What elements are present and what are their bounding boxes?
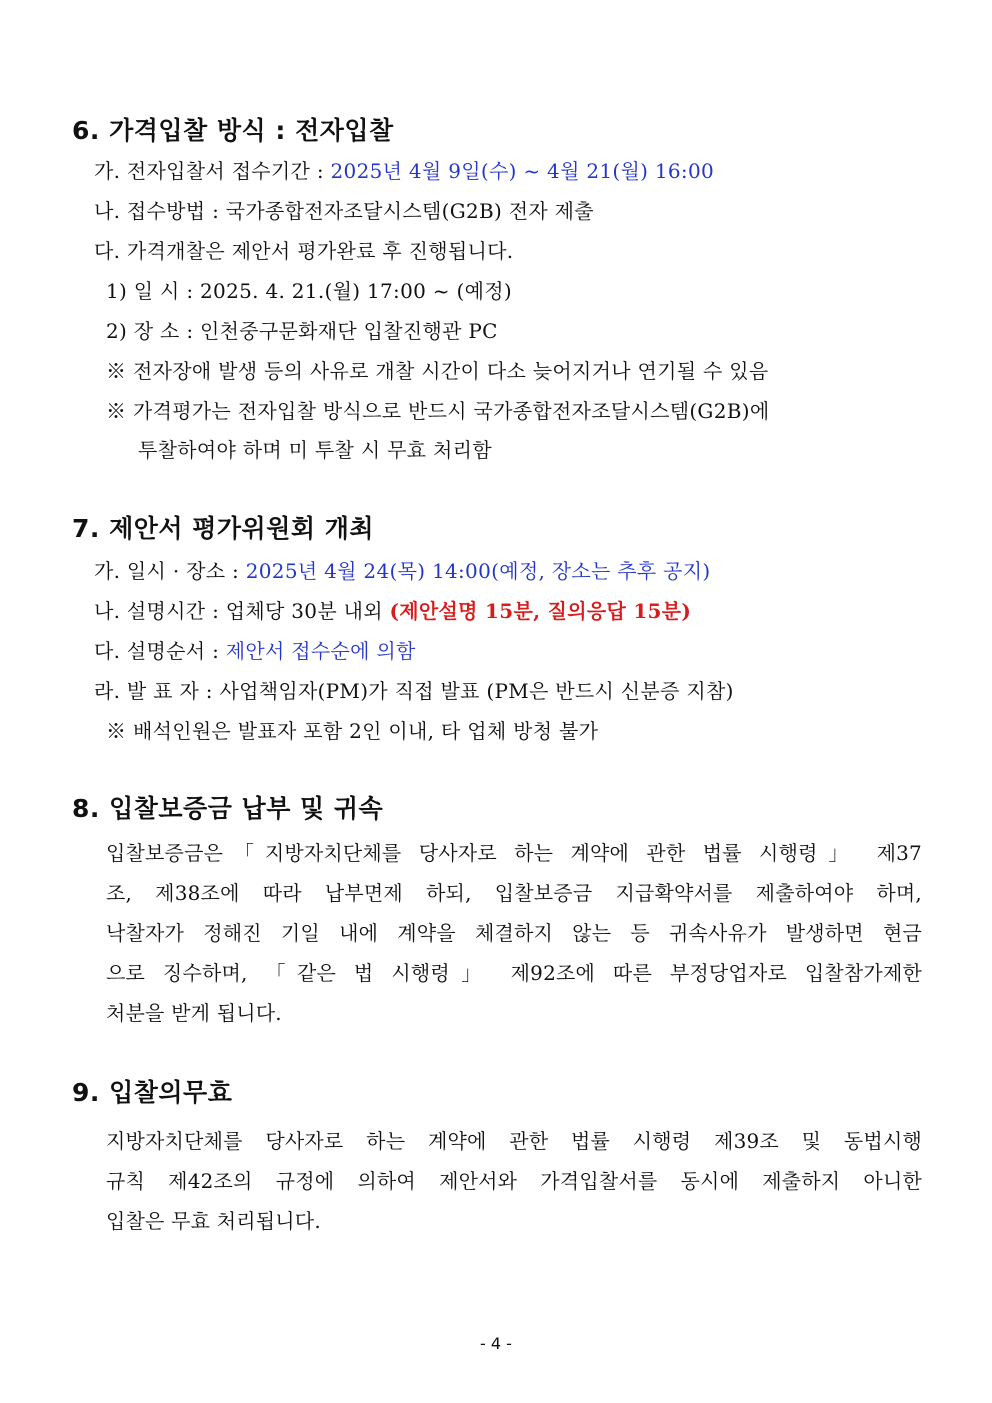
paragraph-line: 으로 징수하며, 「같은 법 시행령」 제92조에 따른 부정당업자로 입찰참가제한: [106, 961, 922, 985]
section-7-item-b: [94, 598, 691, 624]
section-7-item-d: 라. 발 표 자 : 사업책임자(PM)가 직접 발표 (PM은 반드시 신분증 지참): [94, 679, 734, 703]
bid-period-value: 2025년 4월 9일(수) ~ 4월 21(월) 16:00: [330, 159, 715, 183]
section-6-item-c: 다. 가격개찰은 제안서 평가완료 후 진행됩니다.: [94, 239, 514, 263]
section-7-note: ※ 배석인원은 발표자 포함 2인 이내, 타 업체 방청 불가: [106, 719, 599, 743]
paragraph-line: 입찰은 무효 처리됩니다.: [106, 1209, 321, 1233]
paragraph-line: 지방자치단체를 당사자로 하는 계약에 관한 법률 시행령 제39조 및 동법시행: [106, 1129, 922, 1153]
section-9-paragraph: [106, 1121, 922, 1241]
section-6-item-c2: 2) 장 소 : 인천중구문화재단 입찰진행관 PC: [106, 319, 498, 343]
committee-datetime-value: 2025년 4월 24(목) 14:00(예정, 장소는 추후 공지): [245, 559, 711, 583]
presentation-order-value: 제안서 접수순에 의함: [225, 639, 416, 663]
section-7-heading: 7. 제안서 평가위원회 개최: [72, 514, 375, 543]
section-7-item-c: [94, 638, 416, 664]
section-6-note-2-line-2: 투찰하여야 하며 미 투찰 시 무효 처리함: [138, 438, 492, 462]
paragraph-line: 처분을 받게 됩니다.: [106, 1001, 282, 1025]
section-6-item-a: [94, 158, 714, 184]
presentation-breakdown: (제안설명 15분, 질의응답 15분): [389, 599, 692, 623]
section-7-item-a: [94, 558, 711, 584]
paragraph-line: 규칙 제42조의 규정에 의하여 제안서와 가격입찰서를 동시에 제출하지 아니한: [106, 1169, 922, 1193]
section-6-item-c1: 1) 일 시 : 2025. 4. 21.(월) 17:00 ~ (예정): [106, 279, 512, 303]
section-9-heading: 9. 입찰의무효: [72, 1078, 233, 1107]
section-6-item-b: 나. 접수방법 : 국가종합전자조달시스템(G2B) 전자 제출: [94, 199, 594, 223]
paragraph-line: 조, 제38조에 따라 납부면제 하되, 입찰보증금 지급확약서를 제출하여야 하며,: [106, 881, 922, 905]
item-a-label: 가. 전자입찰서 접수기간 :: [94, 159, 331, 183]
paragraph-line: 입찰보증금은「지방자치단체를 당사자로 하는 계약에 관한 법률 시행령」 제37: [106, 841, 922, 865]
section-8-paragraph: [106, 833, 922, 1033]
item-a-label: 가. 일시 · 장소 :: [94, 559, 246, 583]
section-6-note-2-line-1: ※ 가격평가는 전자입찰 방식으로 반드시 국가종합전자조달시스템(G2B)에: [106, 399, 770, 423]
item-c-label: 다. 설명순서 :: [94, 639, 226, 663]
section-6-heading: 6. 가격입찰 방식 : 전자입찰: [72, 116, 394, 145]
section-6-note-1: ※ 전자장애 발생 등의 사유로 개찰 시간이 다소 늦어지거나 연기될 수 있음: [106, 359, 769, 383]
section-8-heading: 8. 입찰보증금 납부 및 귀속: [72, 794, 384, 823]
page-number: - 4 -: [480, 1334, 512, 1353]
paragraph-line: 낙찰자가 정해진 기일 내에 계약을 체결하지 않는 등 귀속사유가 발생하면 현금: [106, 921, 922, 945]
item-b-label: 나. 설명시간 : 업체당 30분 내외: [94, 599, 390, 623]
